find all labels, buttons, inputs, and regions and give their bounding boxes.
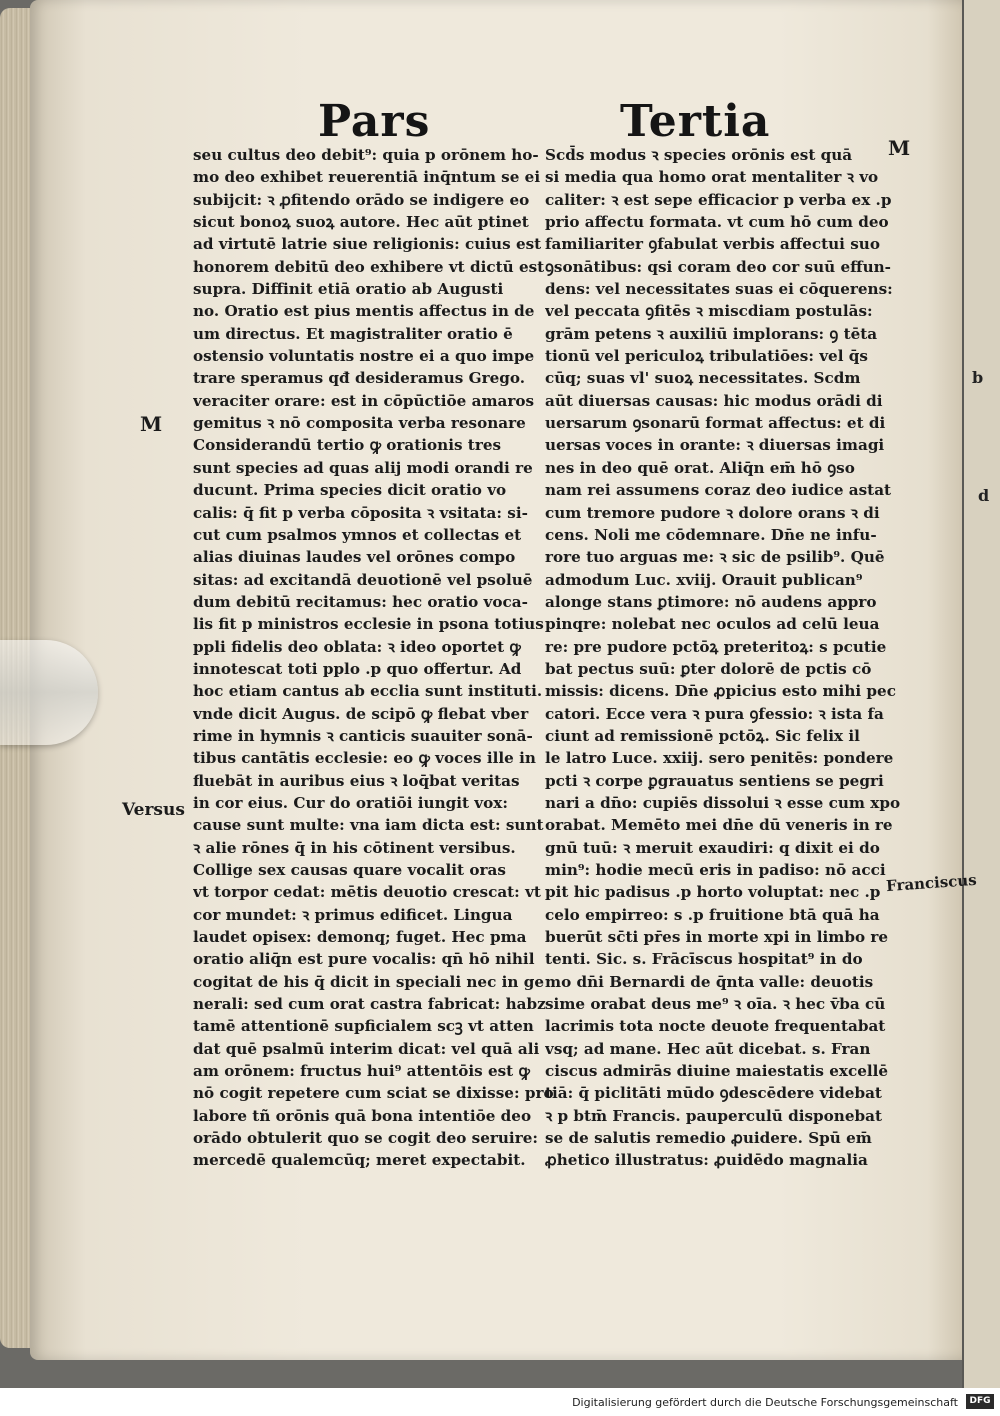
- text-line: sitas: ad excitandā deuotionē vel psoluē: [193, 570, 533, 589]
- text-line: cor mundet: ꝛ primus edificet. Lingua: [193, 905, 513, 924]
- text-line: familiariter ꝯfabulat verbis affectui suo: [545, 235, 880, 254]
- text-line: grām petens ꝛ auxiliū implorans: ꝯ tēta: [545, 324, 878, 343]
- text-line: dat quē psalmū interim dicat: vel quā ali: [193, 1039, 540, 1058]
- text-line: vsq; ad mane. Hec aūt dicebat. s. Fran: [545, 1039, 871, 1058]
- text-line: ꝛ p btm̄ Francis. pauperculū disponebat: [545, 1106, 882, 1125]
- text-line: sicut bonoꝝ suoꝝ autore. Hec aūt ptinet: [193, 213, 529, 232]
- text-line: re: pre pudore pctōꝝ preteritoꝝ: s pcutie: [545, 637, 887, 656]
- text-line: mo deo exhibet reuerentiā inq̄ntum se ei: [193, 168, 541, 187]
- text-line: oratio aliq̄n est pure vocalis: qn̄ hō nihil: [193, 950, 535, 969]
- text-line: ꝯsonātibus: qsi coram deo cor suū effun-: [545, 257, 891, 276]
- text-line: uersarum ꝯsonarū format affectus: et di: [545, 414, 886, 433]
- margin-note-m: M: [140, 412, 163, 436]
- text-line: rore tuo arguas me: ꝛ sic de psilib⁹. Quē: [545, 548, 885, 567]
- text-line: lis fit p ministros ecclesie in psona totius: [193, 615, 544, 634]
- text-line: am orōnem: fructus hui⁹ attentōis est ꝙ: [193, 1062, 530, 1081]
- text-line: cause sunt multe: vna iam dicta est: sunt: [193, 816, 544, 835]
- text-line: gnū tuū: ꝛ meruit exaudiri: q dixit ei do: [545, 838, 880, 857]
- text-line: in cor eius. Cur do oratiōi iungit vox:: [193, 793, 508, 812]
- text-line: hoc etiam cantus ab ecclia sunt instituti.: [193, 682, 543, 701]
- text-line: sime orabat deus me⁹ ꝛ oīa. ꝛ hec v̄ba cū: [545, 995, 886, 1014]
- text-line: tenti. Sic. s. Frācīscus hospitat⁹ in do: [545, 950, 863, 969]
- running-head-right: Tertia: [620, 96, 771, 147]
- text-line: tibus cantātis ecclesie: eo ꝙ voces ille in: [193, 749, 536, 768]
- text-line: trare speramus qđ desideramus Grego.: [193, 369, 526, 388]
- text-line: tiā: q̄ piclitāti mūdo ꝯdescēdere videbat: [545, 1084, 882, 1103]
- text-line: fluebāt in auribus eius ꝛ loq̄bat veritas: [193, 771, 520, 790]
- text-line: nō cogit repetere cum sciat se dixisse: pro: [193, 1084, 554, 1103]
- text-line: laudet opisex: demonq; fuget. Hec pma: [193, 928, 527, 947]
- text-line: ꝓhetico illustratus: ꝓuidēdo magnalia: [545, 1151, 868, 1170]
- next-page-letter: d: [978, 486, 990, 505]
- margin-note-franciscus: Franciscus: [885, 870, 978, 896]
- next-page-edge: [962, 0, 1000, 1388]
- text-line: celo empirreo: s .p fruitione btā quā ha: [545, 905, 880, 924]
- footer-bar: [0, 1388, 1000, 1416]
- text-line: ostensio voluntatis nostre ei a quo impe: [193, 347, 535, 366]
- text-line: subijcit: ꝛ ꝓfitendo orādo se indigere eo: [193, 190, 530, 209]
- text-line: ad virtutē latrie siue religionis: cuius est: [193, 235, 542, 254]
- text-line: catori. Ecce vera ꝛ pura ꝯfessio: ꝛ ista fa: [545, 704, 884, 723]
- next-page-letter: b: [972, 368, 984, 387]
- text-line: aūt diuersas causas: hic modus orādi di: [545, 391, 883, 410]
- text-line: veraciter orare: est in cōpūctiōe amaros: [193, 391, 535, 410]
- text-line: gemitus ꝛ nō composita verba resonare: [193, 414, 526, 433]
- text-line: ciscus admirās diuine maiestatis excellē: [545, 1062, 889, 1081]
- text-line: calis: q̄ fit p verba cōposita ꝛ vsitata: si-: [193, 503, 528, 522]
- text-line: vel peccata ꝯfitēs ꝛ miscdiam postulās:: [545, 302, 873, 321]
- text-line: buerūt sc̄ti pr̄es in morte xpi in limbo re: [545, 928, 889, 947]
- text-line: ꝛ alie rōnes q̄ in his cōtinent versibus.: [193, 838, 516, 857]
- text-line: nes in deo quē orat. Aliq̄n em̄ hō ꝯso: [545, 458, 855, 477]
- text-line: um directus. Et magistraliter oratio ē: [193, 324, 513, 343]
- margin-note-versus: Versus: [122, 800, 185, 820]
- text-line: sunt species ad quas alij modi orandi re: [193, 458, 533, 477]
- right-text-column: [545, 144, 900, 1172]
- text-line: tamē attentionē supficialem scꝫ vt atten: [193, 1017, 534, 1036]
- text-line: tionū vel periculoꝝ tribulatiōes: vel q̄s: [545, 347, 868, 366]
- dfg-logo: DFG: [966, 1394, 994, 1409]
- text-line: Scd̄s modus ꝛ species orōnis est quā: [545, 146, 853, 164]
- text-line: si media qua homo orat mentaliter ꝛ vo: [545, 168, 879, 187]
- text-line: min⁹: hodie mecū eris in padiso: nō acci: [545, 861, 886, 879]
- text-line: orādo obtulerit quo se cogit deo seruire:: [193, 1129, 538, 1148]
- text-line: cut cum psalmos ymnos et collectas et: [193, 525, 522, 544]
- text-line: alonge stans ꝑtimore: nō audens appro: [545, 592, 877, 611]
- text-line: bat pectus suū: ꝑter dolorē de pctis cō: [545, 659, 872, 678]
- text-line: supra. Diffinit etiā oratio ab Augusti: [193, 280, 504, 299]
- text-line: pit hic padisus .p horto voluptat: nec .p: [545, 883, 881, 902]
- text-line: ppli fidelis deo oblata: ꝛ ideo oportet ꝙ: [193, 637, 521, 656]
- text-line: uersas voces in orante: ꝛ diuersas imagi: [545, 436, 885, 455]
- text-line: mercedē qualemcūq; meret expectabit.: [193, 1151, 526, 1170]
- left-text-column: [193, 144, 554, 1172]
- text-line: ducunt. Prima species dicit oratio vo: [193, 481, 507, 500]
- text-line: Collige sex causas quare vocalit oras: [193, 861, 506, 879]
- text-line: mo dn̄i Bernardi de q̄nta valle: deuotis: [545, 972, 874, 991]
- text-line: vnde dicit Augus. de scipō ꝙ flebat vber: [193, 704, 529, 723]
- text-line: alias diuinas laudes vel orōnes compo: [193, 548, 516, 567]
- text-line: se de salutis remedio ꝓuidere. Spū em̄: [545, 1129, 872, 1148]
- text-line: Considerandū tertio ꝙ orationis tres: [193, 436, 502, 455]
- text-line: dum debitū recitamus: hec oratio voca-: [193, 592, 528, 611]
- text-line: cum tremore pudore ꝛ dolore orans ꝛ di: [545, 503, 880, 522]
- text-line: missis: dicens. Dn̄e ꝓpicius esto mihi pec: [545, 682, 896, 701]
- text-line: caliter: ꝛ est sepe efficacior p verba ex .p: [545, 190, 892, 209]
- funding-notice: Digitalisierung gefördert durch die Deutsche Forschungsgemeinschaft: [572, 1396, 958, 1409]
- text-line: cūq; suas vl' suoꝝ necessitates. Scdm: [545, 369, 861, 388]
- text-line: vt torpor cedat: mētis deuotio crescat: vt: [193, 883, 541, 902]
- text-line: prio affectu formata. vt cum hō cum deo: [545, 213, 889, 232]
- text-line: seu cultus deo debit⁹: quia p orōnem ho-: [193, 146, 539, 164]
- text-line: no. Oratio est pius mentis affectus in de: [193, 302, 535, 321]
- text-line: innotescat toti pplo .p quo offertur. Ad: [193, 659, 522, 678]
- text-line: nam rei assumens coraz deo iudice astat: [545, 481, 892, 500]
- text-line: nari a dn̄o: cupiēs dissolui ꝛ esse cum xpo: [545, 793, 901, 812]
- text-line: nerali: sed cum orat castra fabricat: habz: [193, 995, 546, 1014]
- text-line: admodum Luc. xviij. Orauit publican⁹: [545, 570, 863, 589]
- text-line: le latro Luce. xxiij. sero penitēs: pondere: [545, 749, 894, 768]
- text-line: ciunt ad remissionē pctōꝝ. Sic felix il: [545, 726, 860, 745]
- text-line: pcti ꝛ corpe ꝑgrauatus sentiens se pegri: [545, 771, 884, 790]
- text-line: rime in hymnis ꝛ canticis suauiter sonā-: [193, 726, 533, 745]
- text-line: pinqre: nolebat nec oculos ad celū leua: [545, 615, 880, 634]
- text-line: orabat. Memēto mei dn̄e dū veneris in re: [545, 816, 893, 835]
- text-line: cogitat de his q̄ dicit in speciali nec in ge: [193, 972, 544, 991]
- text-line: labore tñ orōnis quā bona intentiōe deo: [193, 1106, 532, 1125]
- corner-mark: M: [888, 136, 911, 160]
- text-line: cens. Noli me cōdemnare. Dn̄e ne infu-: [545, 525, 877, 544]
- running-head-left: Pars: [318, 96, 431, 147]
- text-line: lacrimis tota nocte deuote frequentabat: [545, 1017, 886, 1036]
- text-line: honorem debitū deo exhibere vt dictū est: [193, 257, 545, 276]
- text-line: dens: vel necessitates suas ei cōquerens:: [545, 280, 893, 299]
